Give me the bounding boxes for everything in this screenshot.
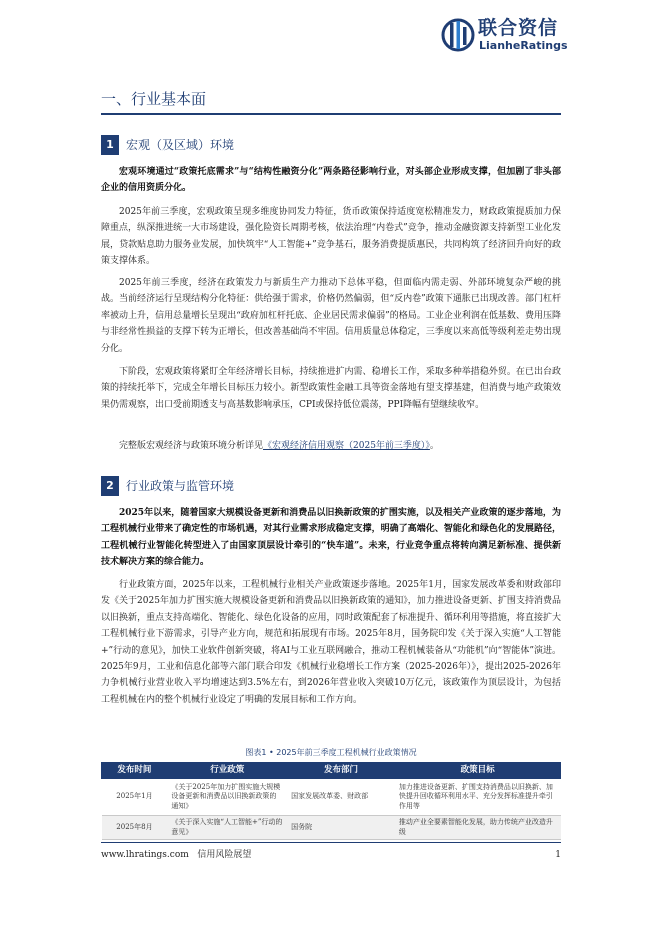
column-header-policy: 行业政策 [167, 763, 287, 779]
cell-department: 国务院 [287, 816, 395, 840]
column-header-department: 发布部门 [287, 763, 395, 779]
column-header-time: 发布时间 [102, 763, 168, 779]
cell-department: 国家发展改革委、财政部 [287, 779, 395, 816]
section-1-title: 宏观（及区域）环境 [126, 138, 235, 152]
section-2-summary: 2025年以来，随着国家大规模设备更新和消费品以旧换新政策的扩围实施，以及相关产业政策的逐步落地，为工程机械行业带来了确定性的市场机遇，对其行业需求形成稳定支撑，明确了高端化、智能化和绿色化的发展路径，工程机械行业智能化转型进入了由国家顶层设计牵引的“快车道”。未来，行业竞争重点将转向满足新标准、提供新技术解决方案的综合能力。 [101, 508, 561, 568]
section-2-heading [101, 476, 561, 496]
chapter-divider [101, 113, 561, 115]
section-2-number: 2 [101, 476, 119, 496]
policy-table [101, 762, 561, 840]
cell-goal: 加力推进设备更新、扩围支持消费品以旧换新、加快提升回收循环利用水平、充分发挥标准提升牵引作用等 [395, 779, 561, 816]
chapter-title: 一、行业基本面 [101, 90, 207, 108]
section-1-heading [101, 135, 561, 155]
table-header-row [102, 763, 561, 779]
cell-policy: 《关于深入实施“人工智能+”行动的意见》 [167, 816, 287, 840]
section-1-paragraph-2: 2025年前三季度，经济在政策发力与新质生产力推动下总体平稳，但面临内需走弱、外部环境复杂严峻的挑战。当前经济运行呈现结构分化特征：供给强于需求，价格仍然偏弱，但“反内卷”政策下通胀已出现改善。部门杠杆率被动上升，信用总量增长呈现出“政府加杠杆托底、企业居民需求偏弱”的格局。工业企业利润在低基数、费用压降与非经常性损益的支撑下转为正增长，但改善基础尚不牢固。信用质量总体稳定，三季度以来高低等级利差走势出现分化。 [101, 278, 561, 354]
logo-english-name: LianheRatings [479, 39, 568, 52]
macro-report-link[interactable]: 《宏观经济信用观察（2025年前三季度）》 [263, 441, 430, 451]
section-2-paragraph-1: 行业政策方面，2025年以来，工程机械行业相关产业政策逐步落地。2025年1月，国家发展改革委和财政部印发《关于2025年加力扩围实施大规模设备更新和消费品以旧换新政策的通知》，加力推进设备更新、扩围支持消费品以旧换新，重点支持高端化、智能化、绿色化设备的应用，同时政策配套了标准提升、循环利用等措施，将直接扩大工程机械行业下游需求，引导产业方向，规范和拓展现有市场。2025年8月，国务院印发《关于深入实施“人工智能+”行动的意见》，加快工业软件创新突破，将AI与工业互联网融合，推动工程机械装备从“功能机”向“智能体”演进。2025年9月，工业和信息化部等六部门联合印发《机械行业稳增长工作方案（2025-2026年）》，提出2025-2026年力争机械行业营业收入平均增速达到3.5%左右，到2026年营业收入突破10万亿元，该政策作为顶层设计，为包括工程机械在内的整个机械行业设定了明确的发展目标和工作方向。 [101, 580, 561, 705]
footer-divider [101, 842, 561, 843]
section-1-number: 1 [101, 135, 119, 155]
cell-policy: 《关于2025年加力扩围实施大规模设备更新和消费品以旧换新政策的通知》 [167, 779, 287, 816]
cell-goal: 推动产业全要素智能化发展，助力传统产业改造升级 [395, 816, 561, 840]
cell-time: 2025年1月 [102, 779, 168, 816]
report-reference-intro: 完整版宏观经济与政策环境分析详见 [119, 441, 264, 451]
footer-left [101, 849, 251, 861]
logo-chinese-name: 联合资信 [478, 17, 559, 39]
lianhe-logo [441, 17, 571, 53]
section-1-summary: 宏观环境通过“政策托底需求”与“结构性融资分化”两条路径影响行业，对头部企业形成支撑，但加剧了非头部企业的信用资质分化。 [101, 167, 561, 194]
column-header-goal: 政策目标 [395, 763, 561, 779]
section-2-title: 行业政策与监管环境 [126, 479, 235, 493]
table-caption: 图表1 • 2025年前三季度工程机械行业政策情况 [245, 748, 417, 757]
section-1-paragraph-4 [101, 438, 561, 454]
section-1-paragraph-3: 下阶段，宏观政策将紧盯全年经济增长目标，持续推进扩内需、稳增长工作，采取多种举措稳外贸。在已出台政策的持续托举下，完成全年增长目标压力较小。新型政策性金融工具等资金落地有望支撑基建，但消费与地产政策效果仍需观察，出口受前期透支与高基数影响承压，CPI或保持低位震荡，PPI降幅有望继续收窄。 [101, 367, 561, 410]
page-number: 1 [555, 850, 561, 860]
section-1-paragraph-1: 2025年前三季度，宏观政策呈现多维度协同发力特征，货币政策保持适度宽松精准发力，财政政策提质加力保障重点，纵深推进统一大市场建设，强化险资长周期考核，依法治理“内卷式”竞争，推动金融资源支持新型工业化发展，贷款贴息助力服务业发展，加快筑牢“人工智能+”竞争基石，服务消费提质惠民，共同构筑了经济回升向好的政策支撑体系。 [101, 207, 561, 267]
footer-motto: 信用风险展望 [197, 850, 252, 860]
lianhe-logo-mark-icon [441, 17, 475, 53]
footer-website-link[interactable]: www.lhratings.com [101, 850, 189, 860]
report-reference-end: 。 [429, 441, 439, 451]
table-row [102, 816, 561, 840]
table-row [102, 779, 561, 816]
cell-time: 2025年8月 [102, 816, 168, 840]
chapter-heading [101, 88, 561, 116]
